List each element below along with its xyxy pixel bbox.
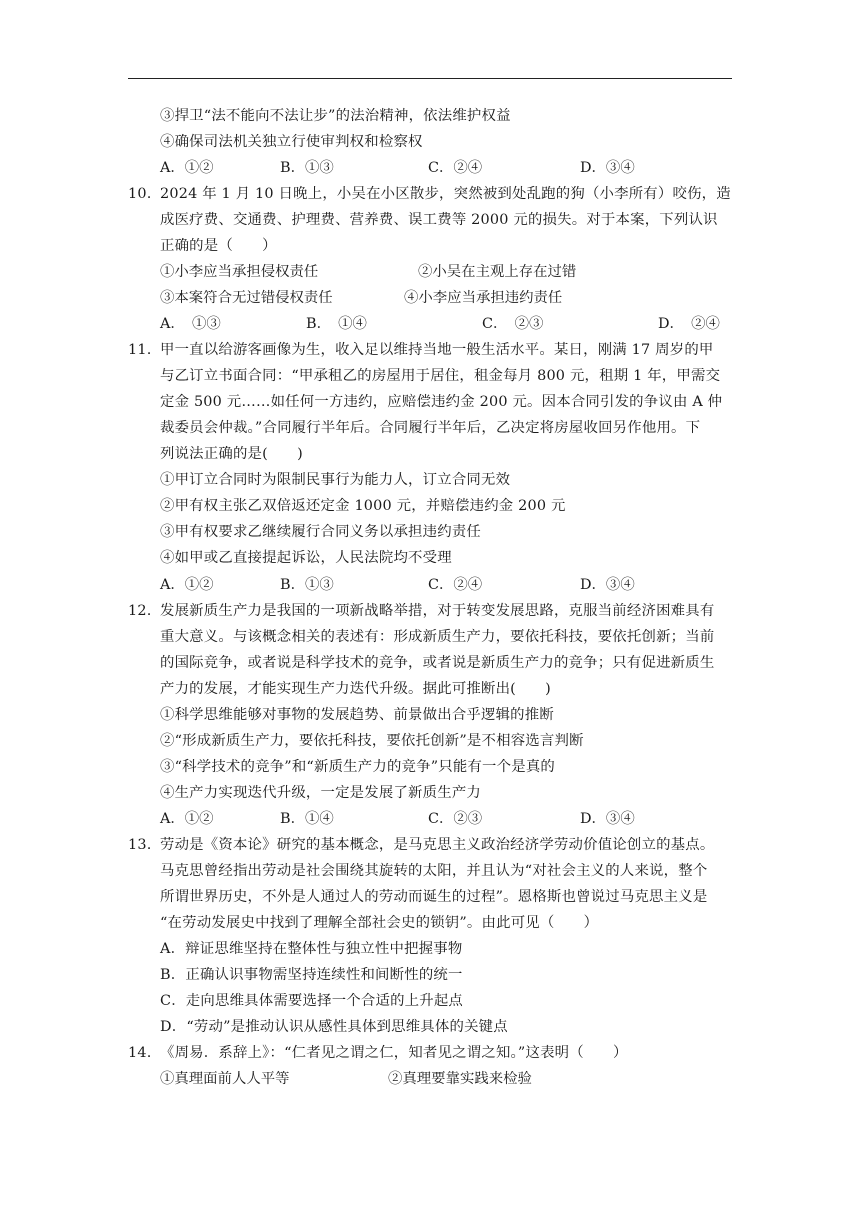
q11-stem-line-3: 定金 500 元……如任何一方违约，应赔偿违约金 200 元。因本合同引发的争议由 A 仲 — [160, 394, 723, 410]
q14-number: 14. — [128, 1045, 152, 1061]
q12-stem-line-2: 重大意义。与该概念相关的表述有：形成新质生产力，要依托科技，要依托创新；当前 — [160, 629, 715, 645]
q10-choice-b: B． ①④ — [306, 316, 367, 332]
q10-option-4: ④小李应当承担违约责任 — [404, 290, 563, 306]
q11-option-1: ①甲订立合同时为限制民事行为能力人，订立合同无效 — [160, 472, 511, 488]
q10-choice-a: A． ①③ — [160, 316, 221, 332]
q9-option-4: ④确保司法机关独立行使审判权和检察权 — [160, 134, 423, 150]
q12-choice-d: D．③④ — [580, 811, 635, 827]
q12-option-4: ④生产力实现迭代升级，一定是发展了新质生产力 — [160, 785, 481, 801]
q13-stem-line-2: 马克思曾经指出劳动是社会围绕其旋转的太阳，并且认为“对社会主义的人来说，整个 — [160, 863, 708, 879]
q9-choice-c: C．②④ — [428, 160, 483, 176]
q9-choice-d: D．③④ — [580, 160, 635, 176]
q13-stem-line-1: 13. 劳动是《资本论》研究的基本概念，是马克思主义政治经济学劳动价值论创立的基点。 — [128, 837, 715, 853]
q11-choice-b: B．①③ — [280, 577, 334, 593]
q13-stem-line-3: 所谓世界历史，不外是人通过人的劳动而诞生的过程”。恩格斯也曾说过马克思主义是 — [160, 889, 708, 905]
q12-stem-line-1: 12. 发展新质生产力是我国的一项新战略举措，对于转变发展思路，克服当前经济困难具有 — [128, 603, 715, 619]
q12-option-1: ①科学思维能够对事物的发展趋势、前景做出合乎逻辑的推断 — [160, 707, 554, 723]
q10-number: 10. — [128, 186, 152, 202]
q11-choice-d: D．③④ — [580, 577, 635, 593]
q11-stem-line-2: 与乙订立书面合同：“甲承租乙的房屋用于居住，租金每月 800 元，租期 1 年，甲需交 — [160, 368, 721, 384]
q9-option-3: ③捍卫“法不能向不法让步”的法治精神，依法维护权益 — [160, 108, 511, 124]
q11-option-2: ②甲有权主张乙双倍返还定金 1000 元，并赔偿违约金 200 元 — [160, 498, 566, 514]
q12-choice-a: A．①② — [160, 811, 214, 827]
q11-choice-a: A．①② — [160, 577, 214, 593]
q13-option-b: B．正确认识事物需坚持连续性和间断性的统一 — [160, 967, 463, 983]
q12-choice-b: B．①④ — [280, 811, 334, 827]
q11-stem-line-4: 裁委员会仲裁。”合同履行半年后。合同履行半年后，乙决定将房屋收回另作他用。下 — [160, 420, 701, 436]
q14-stem-line-1: 14. 《周易．系辞上》：“仁者见之谓之仁，知者见之谓之知。”这表明（ ） — [128, 1045, 628, 1061]
q11-option-4: ④如甲或乙直接提起诉讼，人民法院均不受理 — [160, 550, 452, 566]
q12-option-2: ②“形成新质生产力，要依托科技，要依托创新”是不相容选言判断 — [160, 733, 584, 749]
q9-choice-b: B．①③ — [280, 160, 334, 176]
q14-option-2: ②真理要靠实践来检验 — [388, 1071, 532, 1087]
q14-option-1: ①真理面前人人平等 — [160, 1071, 290, 1087]
q11-stem-line-5: 列说法正确的是( ) — [160, 446, 303, 462]
q10-stem-line-3: 正确的是（ ） — [160, 238, 277, 254]
q13-number: 13. — [128, 837, 152, 853]
header-rule — [128, 78, 732, 79]
q10-option-1: ①小李应当承担侵权责任 — [160, 264, 319, 280]
q13-stem-line-4: “在劳动发展史中找到了理解全部社会史的锁钥”。由此可见（ ） — [160, 915, 599, 931]
q10-stem-line-1: 10. 2024 年 1 月 10 日晚上，小吴在小区散步，突然被到处乱跑的狗（小李所有）咬伤，造 — [128, 186, 731, 202]
q10-choice-c: C． ②③ — [482, 316, 544, 332]
q11-choice-c: C．②④ — [428, 577, 483, 593]
q11-number: 11. — [128, 342, 152, 358]
q10-stem-line-2: 成医疗费、交通费、护理费、营养费、误工费等 2000 元的损失。对于本案，下列认识 — [160, 212, 718, 228]
q13-option-a: A．辩证思维坚持在整体性与独立性中把握事物 — [160, 941, 463, 957]
q9-choice-a: A．①② — [160, 160, 214, 176]
q10-choice-d: D． ②④ — [658, 316, 720, 332]
q11-option-3: ③甲有权要求乙继续履行合同义务以承担违约责任 — [160, 524, 481, 540]
q13-option-c: C．走向思维具体需要选择一个合适的上升起点 — [160, 993, 464, 1009]
q12-option-3: ③“科学技术的竞争”和“新质生产力的竞争”只能有一个是真的 — [160, 759, 555, 775]
q10-option-2: ②小吴在主观上存在过错 — [418, 264, 577, 280]
q12-number: 12. — [128, 603, 152, 619]
q13-option-d: D．“劳动”是推动认识从感性具体到思维具体的关键点 — [160, 1019, 508, 1035]
q12-stem-line-4: 产力的发展，才能实现生产力迭代升级。据此可推断出( ) — [160, 681, 551, 697]
q10-option-3: ③本案符合无过错侵权责任 — [160, 290, 333, 306]
q12-stem-line-3: 的国际竞争，或者说是科学技术的竞争，或者说是新质生产力的竞争；只有促进新质生 — [160, 655, 715, 671]
q11-stem-line-1: 11. 甲一直以给游客画像为生，收入足以维持当地一般生活水平。某日，刚满 17 周岁的甲 — [128, 342, 714, 358]
q12-choice-c: C．②③ — [428, 811, 483, 827]
